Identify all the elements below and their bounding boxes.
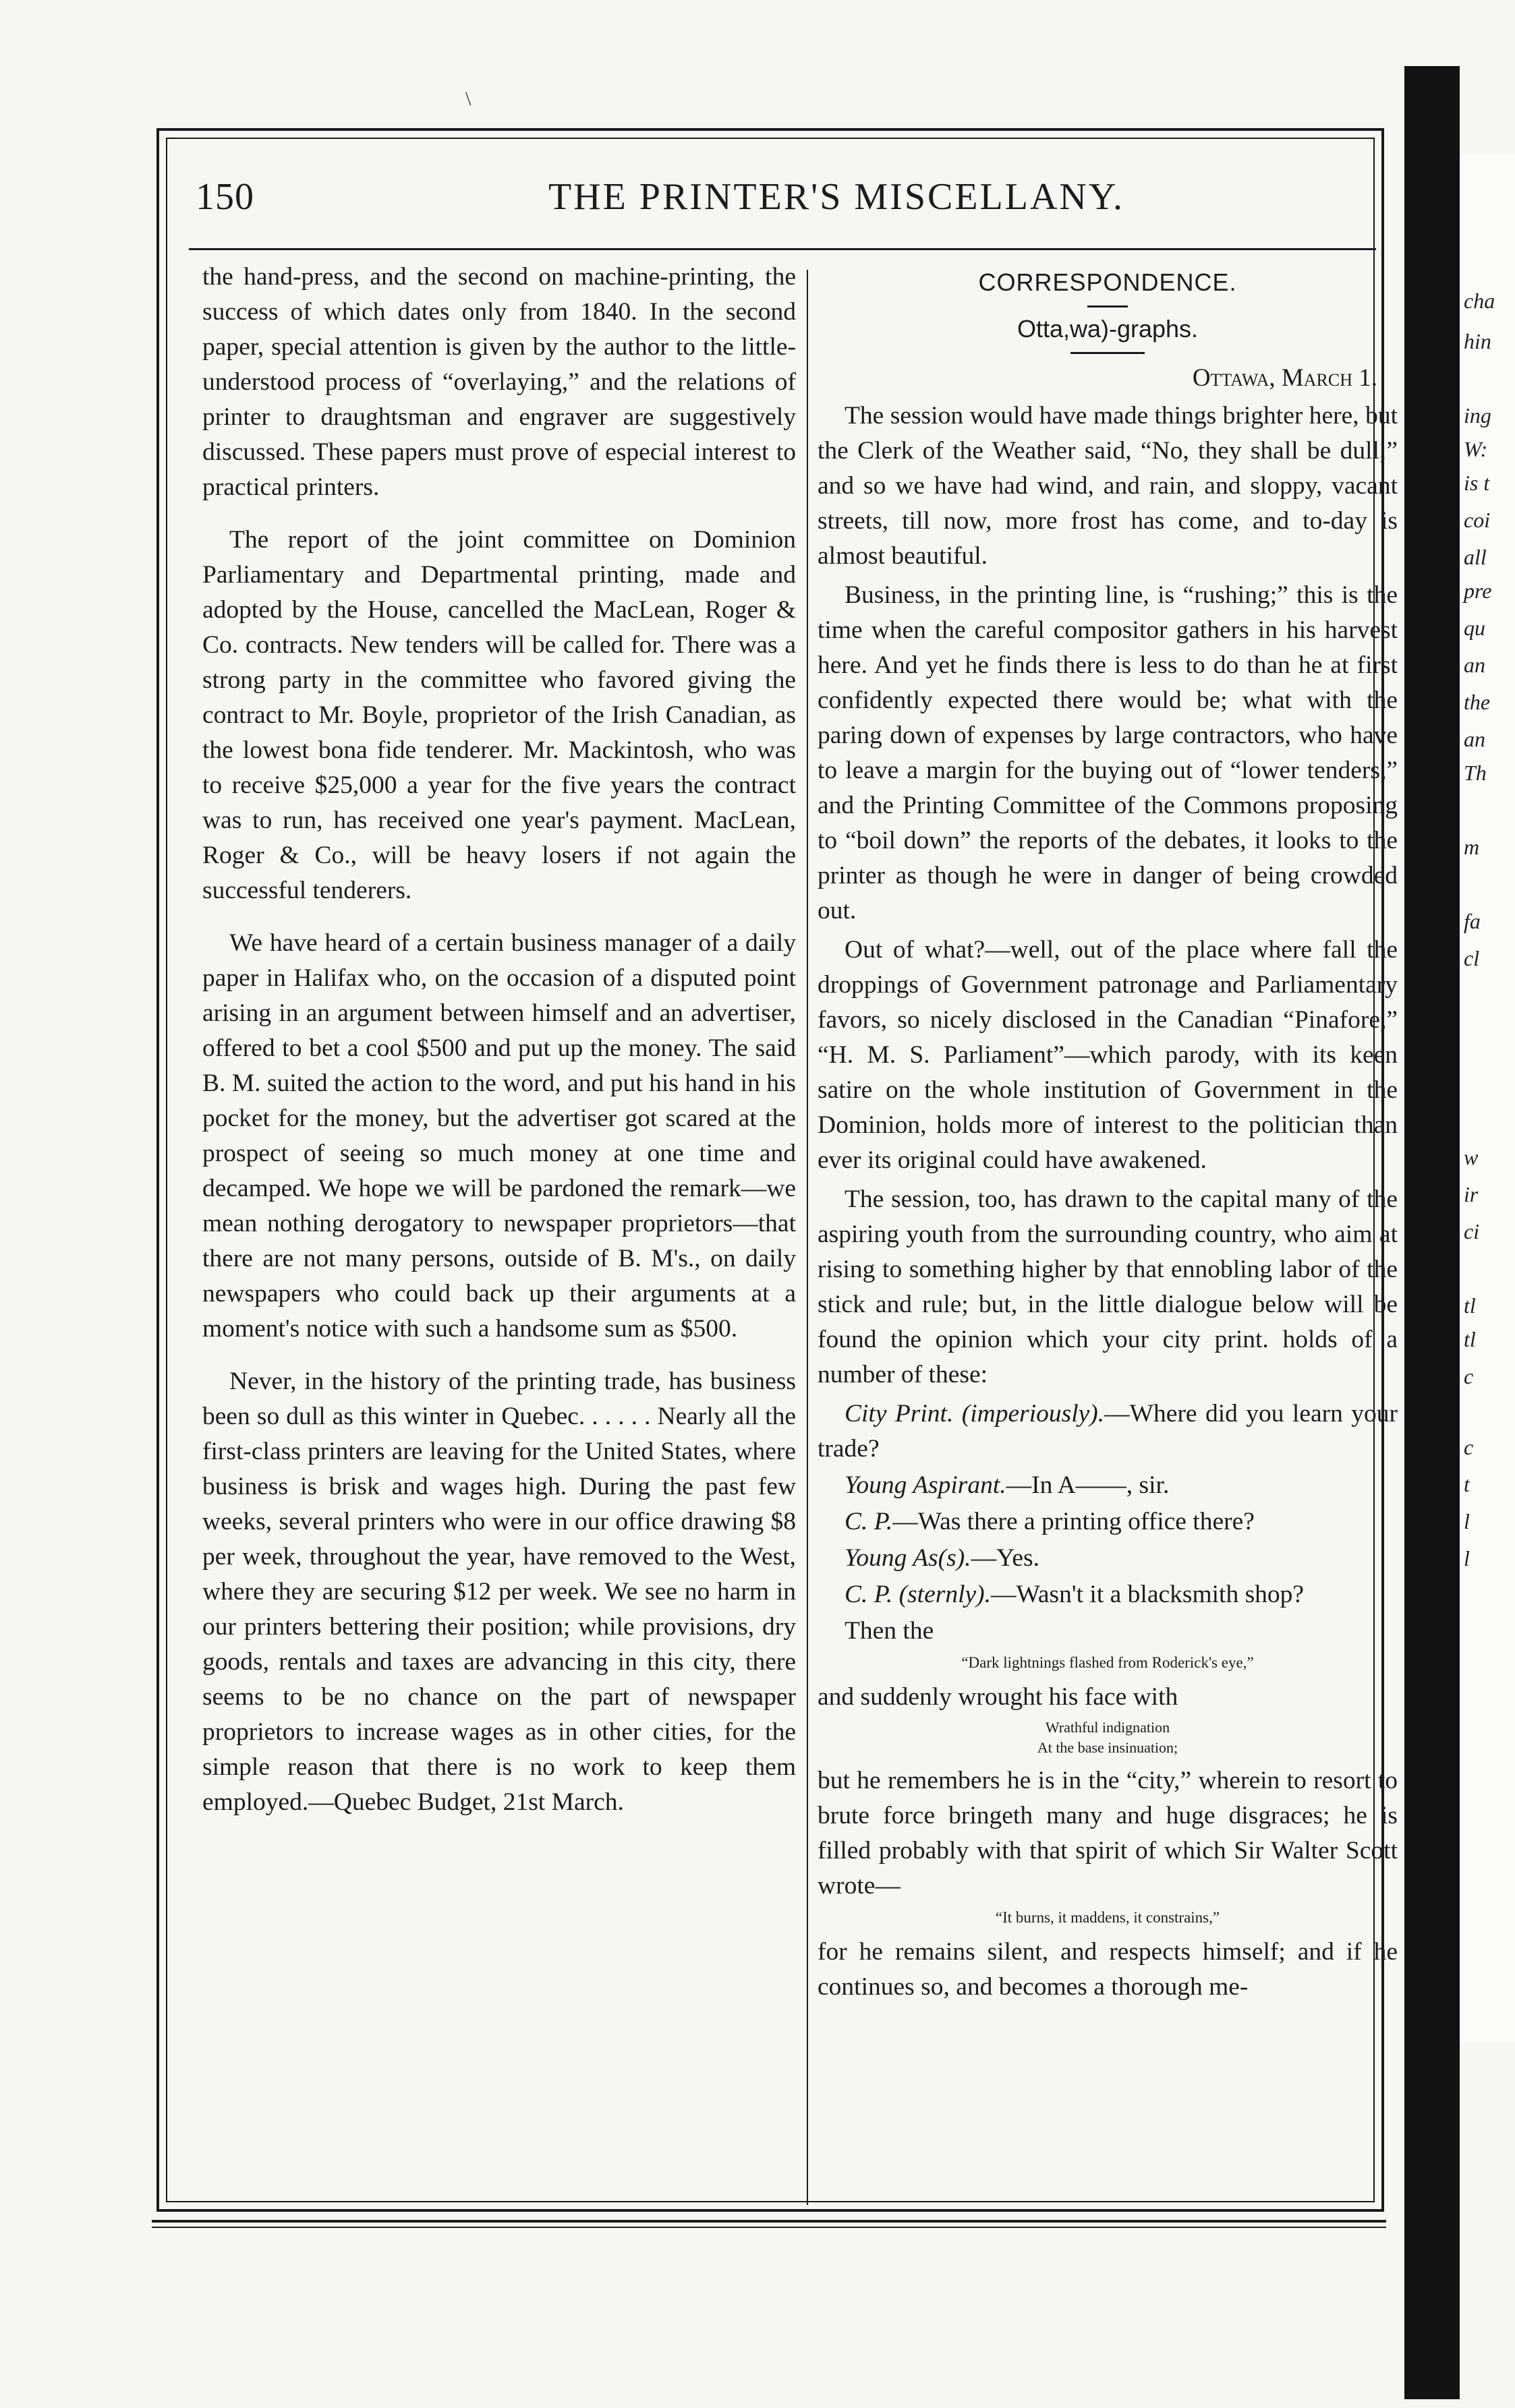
bottom-rule <box>152 2220 1386 2223</box>
dialogue-line <box>818 1468 1398 1503</box>
margin-fragment: m <box>1464 835 1480 859</box>
paragraph: the hand-press, and the second on machine-printing, the success of which dates only from 1840. In the second paper, special attention is given by the author to the little-understood process of “overlaying,” and the relations of printer to draughtsman and engraver are suggestively discussed. These papers must prove of especial interest to practical printers. <box>202 263 796 501</box>
paragraph: The session would have made things brighter here, but the Clerk of the Weather said, “No, they shall be dull;” and so we have had wind, and rain, and sloppy, vacant streets, till now, more frost has come, and to-day is almost beautiful. <box>818 402 1398 570</box>
running-title: THE PRINTER'S MISCELLANY. <box>548 176 1125 218</box>
column-divider <box>807 270 808 2205</box>
margin-fragment: all <box>1464 545 1487 569</box>
dialogue-line <box>818 1541 1398 1576</box>
paragraph: The report of the joint committee on Dominion Parliamentary and Departmental printing, made and adopted by the House, cancelled the MacLean, Roger & Co. contracts. New tenders will be called for. There was a strong party in the committee who favored giving the contract to Mr. Boyle, proprietor of the Irish Canadian, as the lowest bona fide tenderer. Mr. Mackintosh, who was to receive $25,000 a year for the five years the contract was to run, has received one year's payment. MacLean, Roger & Co., will be heavy losers if not again the successful tenderers. <box>202 526 796 904</box>
page-number: 150 <box>196 176 254 218</box>
line: —Yes. <box>971 1544 1040 1572</box>
verse-quote: Wrathful indignation <box>1045 1719 1170 1736</box>
ornament-rule <box>1070 352 1145 354</box>
stray-mark: \ <box>465 88 471 110</box>
margin-fragment: an <box>1464 727 1485 751</box>
verse-quote: At the base insinuation; <box>1037 1739 1178 1756</box>
margin-fragment: ci <box>1464 1219 1480 1243</box>
speaker: City Print. (imperiously). <box>845 1400 1105 1428</box>
speaker: Young Aspirant. <box>845 1471 1006 1499</box>
line: —Where did you learn your trade? <box>818 1400 1398 1463</box>
section-heading: CORRESPONDENCE. <box>978 268 1237 296</box>
page-header <box>196 175 1363 229</box>
paragraph: Business, in the printing line, is “rushing;” this is the time when the careful compositor gathers in his harvest here. And yet he finds there is less to do than he at first confidently expected there would be; what with the paring down of expenses by large contractors, who have to leave a margin for the buying out of “lower tenders,” and the Printing Committee of the Commons proposing to “boil down” the reports of the debates, it looks to the printer as though he were in danger of being crowded out. <box>818 581 1398 924</box>
margin-fragment: ir <box>1464 1182 1479 1206</box>
margin-fragment: ing <box>1464 403 1491 428</box>
margin-fragment: c <box>1464 1435 1474 1459</box>
margin-fragment: the <box>1464 690 1491 714</box>
header-rule <box>189 248 1376 250</box>
paragraph: Never, in the history of the printing trade, has business been so dull as this winter in Quebec. . . . . . Nearly all the first-class printers are leaving for the United States, where business is brisk and wages high. During the past few weeks, several printers who were in our office drawing $8 per week, throughout the year, have removed to the West, where they are securing $12 per week. We see no harm in our printers bettering their position; while provisions, dry goods, rentals and taxes are advancing in this city, there seems to be no chance on the part of newspaper proprietors to increase wages as in other cities, for the simple reason that there is no work to keep them employed.—Quebec Budget, 21st March. <box>202 1368 796 1816</box>
line: —Was there a printing office there? <box>892 1508 1255 1535</box>
margin-fragment: qu <box>1464 616 1485 640</box>
dialogue-line <box>818 1577 1398 1612</box>
verse-quote: “Dark lightnings flashed from Roderick's eye,” <box>961 1654 1254 1671</box>
bottom-rule-thin <box>152 2227 1386 2228</box>
dateline: Ottawa, March 1. <box>1192 364 1377 392</box>
speaker: C. P. (sternly). <box>845 1581 991 1608</box>
right-column <box>818 260 1398 2007</box>
text-line: and suddenly wrought his face with <box>818 1683 1178 1711</box>
margin-fragment: pre <box>1464 579 1492 603</box>
margin-fragment: Th <box>1464 761 1487 785</box>
margin-fragment: cl <box>1464 946 1480 970</box>
text-line: Then the <box>845 1617 934 1645</box>
margin-fragment: l <box>1464 1509 1470 1533</box>
ornament-rule <box>1087 305 1128 307</box>
margin-fragment: c <box>1464 1364 1474 1388</box>
left-column <box>202 260 796 1838</box>
paragraph: but he remembers he is in the “city,” wherein to resort to brute force bringeth many and huge disgraces; he is filled probably with that spirit of which Sir Walter Scott wrote— <box>818 1767 1398 1900</box>
margin-fragment: w <box>1464 1145 1479 1169</box>
dialogue-line <box>818 1397 1398 1467</box>
margin-fragment: t <box>1464 1472 1470 1496</box>
margin-fragment: hin <box>1464 329 1491 353</box>
margin-fragment: coi <box>1464 508 1491 532</box>
dialogue-line <box>818 1504 1398 1539</box>
speaker: Young As(s). <box>845 1544 971 1572</box>
paragraph: Out of what?—well, out of the place where fall the droppings of Government patronage and Parliamentary favors, so nicely disclosed in the Canadian “Pinafore,” “H. M. S. Parliament”—which parody, with its keen satire on the whole institution of Government in the Dominion, holds more of interest to the politician than ever its original could have awakened. <box>818 936 1398 1174</box>
line: —In A——, sir. <box>1006 1471 1170 1499</box>
margin-fragment: l <box>1464 1546 1470 1570</box>
paragraph: The session, too, has drawn to the capital many of the aspiring youth from the surrounding country, who aim at rising to something higher by that ennobling labor of the stick and rule; but, in the little dialogue below will be found the opinion which your city print. holds of a number of these: <box>818 1185 1398 1388</box>
margin-fragment: is t <box>1464 471 1490 495</box>
line: —Wasn't it a blacksmith shop? <box>991 1581 1305 1608</box>
binding-shadow <box>1404 66 1460 2399</box>
margin-fragment: cha <box>1464 289 1495 313</box>
margin-fragment: tl <box>1464 1327 1476 1351</box>
margin-fragment: fa <box>1464 909 1481 933</box>
speaker: C. P. <box>845 1508 893 1535</box>
margin-fragment: an <box>1464 653 1485 677</box>
verse-quote: “It burns, it maddens, it constrains,” <box>995 1909 1220 1926</box>
paragraph: We have heard of a certain business manager of a daily paper in Halifax who, on the occasion of a disputed point arising in an argument between himself and an advertiser, offered to bet a cool $500 and put up the money. The said B. M. suited the action to the word, and put his hand in his pocket for the money, but the advertiser got scared at the prospect of seeing so much money at one time and decamped. We hope we will be pardoned the remark—we mean nothing derogatory to newspaper proprietors—that there are not many persons, outside of B. M's., on daily newspapers who could back up their arguments at a moment's notice with such a handsome sum as $500. <box>202 929 796 1343</box>
margin-fragment: W: <box>1464 437 1488 461</box>
paragraph: for he remains silent, and respects himself; and if he continues so, and becomes a thorough me- <box>818 1938 1398 2001</box>
margin-fragment: tl <box>1464 1293 1476 1318</box>
article-title: Otta,wa)-graphs. <box>1017 315 1199 343</box>
